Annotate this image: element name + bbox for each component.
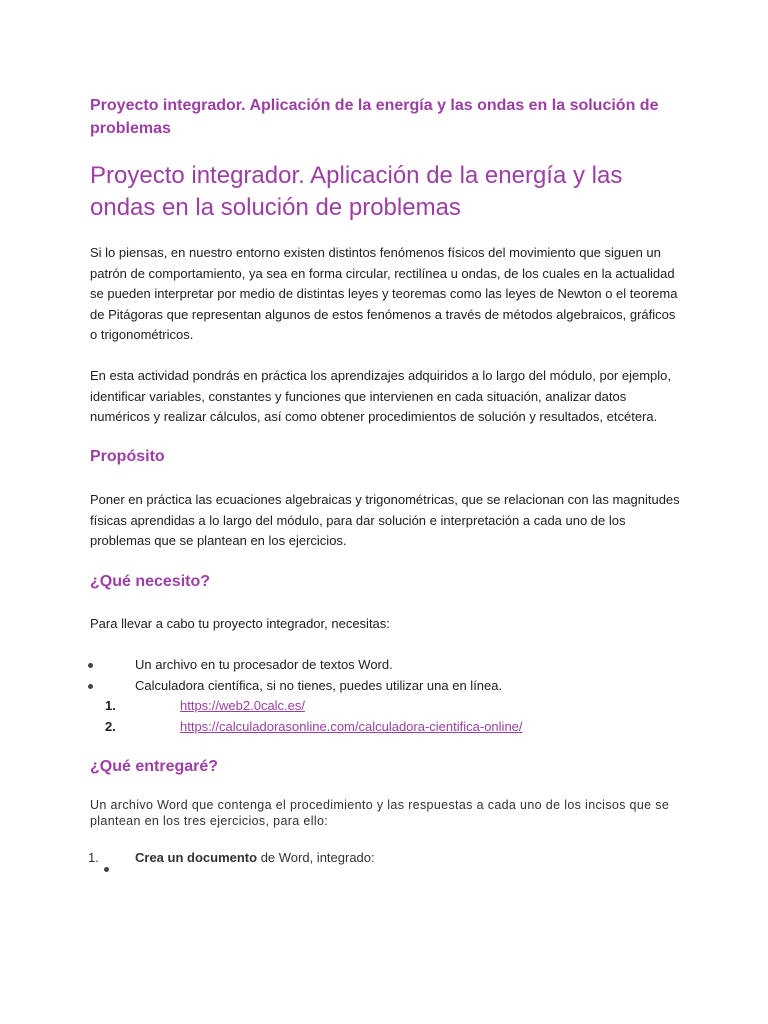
bullet-dot-icon xyxy=(88,684,93,689)
bullet-dot-icon xyxy=(88,663,93,668)
need-heading: ¿Qué necesito? xyxy=(90,573,211,590)
step-1-bold: Crea un documento xyxy=(135,850,258,865)
main-title: Proyecto integrador. Aplicación de la energía y las ondas en la solución de problemas xyxy=(90,162,623,221)
header-title: Proyecto integrador. Aplicación de la energía y las ondas en la solución de problemas xyxy=(90,97,659,137)
link-web2calc[interactable]: https://web2.0calc.es/ xyxy=(180,698,306,713)
link-number: 1. xyxy=(105,698,116,713)
deliver-text: Un archivo Word que contenga el procedimiento y las respuestas a cada uno de los incisos que se plantean en los tres ejercicios, para ello: xyxy=(90,798,670,828)
intro-paragraph-2: En esta actividad pondrás en práctica los aprendizajes adquiridos a lo largo del módulo, por ejemplo, identificar variables, constantes y funciones que intervienen en cada situación, analizar datos numéricos y realizar cálculos, así como obtener procedimientos de solución y resultados, etcétera. xyxy=(90,368,672,424)
link-calculadorasonline[interactable]: https://calculadorasonline.com/calculadora-cientifica-online/ xyxy=(180,719,523,734)
step-number: 1. xyxy=(88,850,99,865)
need-item-word: Un archivo en tu procesador de textos Word. xyxy=(135,657,393,672)
link-number: 2. xyxy=(105,719,116,734)
deliver-heading: ¿Qué entregaré? xyxy=(90,758,219,775)
need-intro: Para llevar a cabo tu proyecto integrador, necesitas: xyxy=(90,616,390,631)
bullet-dot-icon xyxy=(104,867,109,872)
intro-paragraph-1: Si lo piensas, en nuestro entorno existen distintos fenómenos físicos del movimiento que siguen un patrón de comportamiento, ya sea en forma circular, rectilínea u ondas, de los cuales en la actualidad se pueden interpretar por medio de distintas leyes y teoremas como las leyes de Newton o el teorema de Pitágoras que representan algunos de estos fenómenos a través de métodos algebraicos, gráficos o trigonométricos. xyxy=(90,245,678,342)
step-1 xyxy=(135,848,375,868)
need-item-calculator: Calculadora científica, si no tienes, puedes utilizar una en línea. xyxy=(135,678,503,693)
purpose-heading: Propósito xyxy=(90,448,165,465)
purpose-text: Poner en práctica las ecuaciones algebraicas y trigonométricas, que se relacionan con las magnitudes físicas aprendidas a lo largo del módulo, para dar solución e interpretación a cada uno de los problemas que se plantean en los ejercicios. xyxy=(90,492,680,548)
step-1-rest: de Word, integrado: xyxy=(257,850,375,865)
